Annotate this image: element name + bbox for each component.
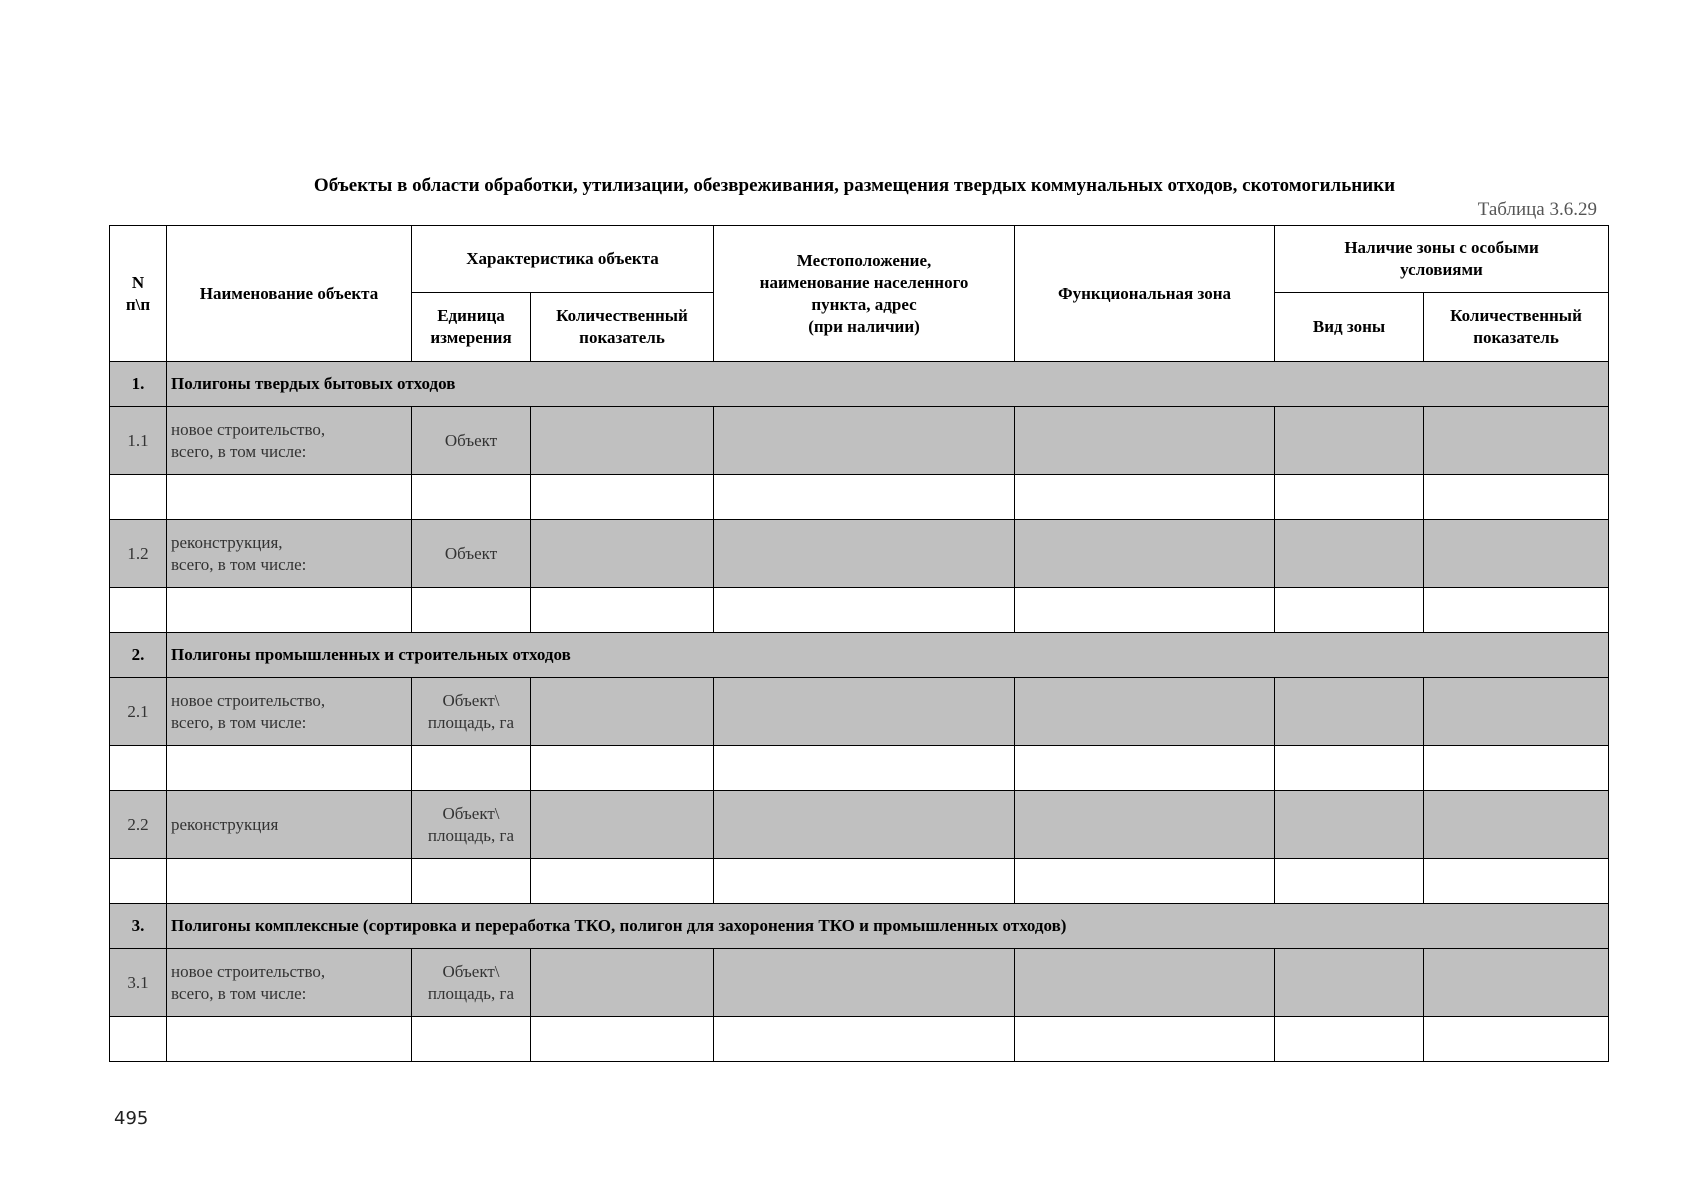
row-zone-type [1275, 949, 1424, 1017]
row-object-name: новое строительство, всего, в том числе: [167, 949, 412, 1017]
empty-row [110, 746, 1609, 791]
section-number: 1. [110, 362, 167, 407]
document-title: Объекты в области обработки, утилизации, обезвреживания, размещения твердых коммунальных отходов, скотомогильники [313, 175, 1396, 196]
page-number: 495 [114, 1108, 149, 1129]
table-row [110, 678, 1609, 746]
row-object-name: новое строительство, всего, в том числе: [167, 678, 412, 746]
section-title: Полигоны комплексные (сортировка и переработка ТКО, полигон для захоронения ТКО и промышленных отходов) [167, 904, 1609, 949]
row-quantity [531, 949, 714, 1017]
row-functional-zone [1015, 678, 1275, 746]
header-object-name: Наименование объекта [167, 226, 412, 362]
header-quantity: Количественный показатель [531, 293, 714, 362]
row-quantity [531, 791, 714, 859]
section-number: 2. [110, 633, 167, 678]
section-title: Полигоны твердых бытовых отходов [167, 362, 1609, 407]
header-characteristic: Характеристика объекта [412, 226, 714, 293]
header-functional-zone: Функциональная зона [1015, 226, 1275, 362]
header-num: N п\п [110, 226, 167, 362]
empty-row [110, 1017, 1609, 1062]
table-row [110, 791, 1609, 859]
empty-row [110, 475, 1609, 520]
empty-row [110, 859, 1609, 904]
section-title: Полигоны промышленных и строительных отходов [167, 633, 1609, 678]
table-number: Таблица 3.6.29 [1477, 199, 1597, 220]
header-special-zone: Наличие зоны с особыми условиями [1275, 226, 1609, 293]
row-location [714, 520, 1015, 588]
table-row [110, 407, 1609, 475]
header-zone-type: Вид зоны [1275, 293, 1424, 362]
section-row [110, 633, 1609, 678]
row-unit: Объект\ площадь, га [412, 791, 531, 859]
row-zone-quantity [1424, 520, 1609, 588]
section-number: 3. [110, 904, 167, 949]
row-number: 2.1 [110, 678, 167, 746]
row-unit: Объект [412, 520, 531, 588]
row-object-name: реконструкция, всего, в том числе: [167, 520, 412, 588]
row-object-name: новое строительство, всего, в том числе: [167, 407, 412, 475]
row-object-name: реконструкция [167, 791, 412, 859]
row-location [714, 678, 1015, 746]
row-zone-quantity [1424, 407, 1609, 475]
row-unit: Объект [412, 407, 531, 475]
row-functional-zone [1015, 520, 1275, 588]
row-zone-quantity [1424, 949, 1609, 1017]
row-location [714, 407, 1015, 475]
table-body [110, 362, 1609, 1062]
empty-row [110, 588, 1609, 633]
row-number: 1.2 [110, 520, 167, 588]
header-unit: Единица измерения [412, 293, 531, 362]
row-location [714, 949, 1015, 1017]
row-zone-type [1275, 678, 1424, 746]
section-row [110, 362, 1609, 407]
row-zone-type [1275, 520, 1424, 588]
row-unit: Объект\ площадь, га [412, 678, 531, 746]
table-row [110, 949, 1609, 1017]
row-unit: Объект\ площадь, га [412, 949, 531, 1017]
waste-objects-table [109, 225, 1609, 1062]
row-number: 2.2 [110, 791, 167, 859]
section-row [110, 904, 1609, 949]
row-number: 3.1 [110, 949, 167, 1017]
row-functional-zone [1015, 949, 1275, 1017]
row-zone-quantity [1424, 791, 1609, 859]
row-quantity [531, 407, 714, 475]
row-zone-type [1275, 791, 1424, 859]
header-zone-quantity: Количественный показатель [1424, 293, 1609, 362]
row-functional-zone [1015, 407, 1275, 475]
row-functional-zone [1015, 791, 1275, 859]
row-quantity [531, 520, 714, 588]
row-location [714, 791, 1015, 859]
row-zone-quantity [1424, 678, 1609, 746]
row-zone-type [1275, 407, 1424, 475]
row-quantity [531, 678, 714, 746]
row-number: 1.1 [110, 407, 167, 475]
table-row [110, 520, 1609, 588]
header-location: Местоположение, наименование населенного пункта, адрес (при наличии) [714, 226, 1015, 362]
